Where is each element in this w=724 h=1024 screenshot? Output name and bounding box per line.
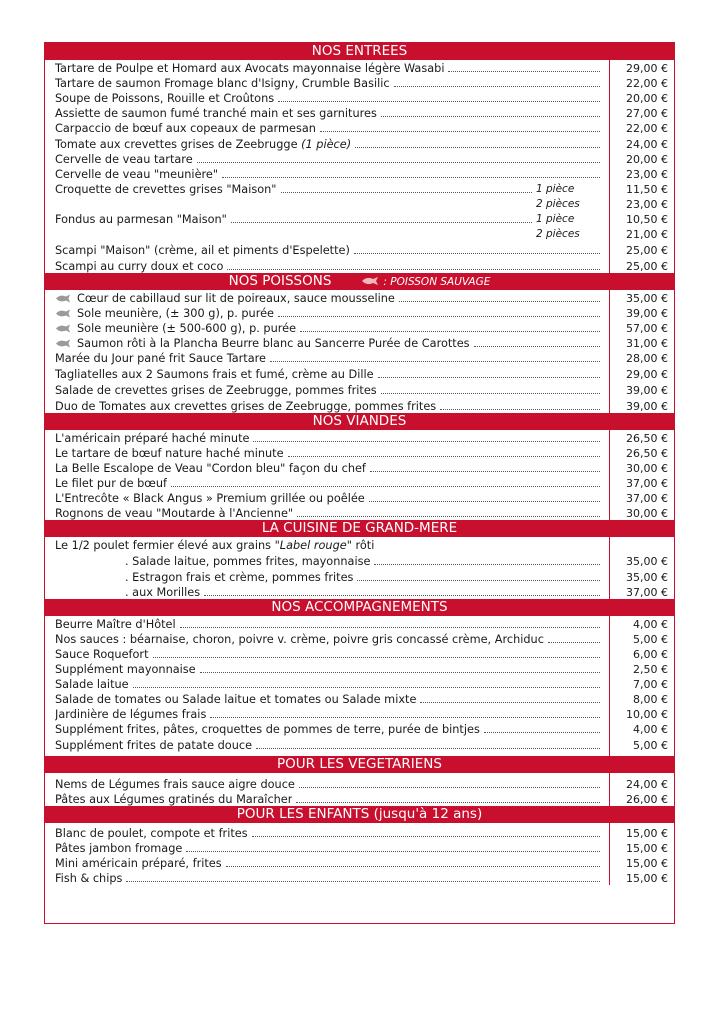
item-price: 29,00 € — [626, 368, 668, 381]
section-grand-mere — [45, 537, 674, 599]
item-name: Nos sauces : béarnaise, choron, poivre v. crème, poivre gris concassé crème, Archiduc — [55, 633, 544, 646]
leader-dots — [300, 331, 600, 332]
leader-dots — [381, 116, 600, 117]
leader-dots — [394, 86, 600, 87]
item-price: 39,00 € — [626, 384, 668, 397]
menu-item — [45, 855, 674, 870]
leader-dots — [278, 101, 600, 102]
item-name: . aux Morilles — [125, 586, 201, 599]
item-price: 24,00 € — [626, 138, 668, 151]
leader-dots — [399, 301, 600, 302]
item-name: L'américain préparé haché minute — [55, 432, 250, 445]
item-name — [55, 138, 351, 151]
item-price: 29,00 € — [626, 62, 668, 75]
item-name: Tartare de Poulpe et Homard aux Avocats mayonnaise légère Wasabi — [55, 62, 445, 75]
menu-item-variant — [45, 226, 674, 241]
section-header-grand-mere — [45, 520, 674, 537]
item-price: 31,00 € — [626, 337, 668, 350]
item-price: 5,00 € — [633, 633, 668, 646]
menu-item — [45, 290, 674, 305]
menu-item — [45, 721, 674, 736]
menu-item — [45, 706, 674, 721]
section-title: LA CUISINE DE GRAND-MERE — [261, 520, 458, 536]
section-enfants — [45, 823, 674, 885]
menu-item — [45, 105, 674, 120]
leader-dots — [210, 717, 600, 718]
menu-item — [45, 505, 674, 520]
item-name: Le filet pur de bœuf — [55, 477, 168, 490]
menu-item — [45, 584, 674, 599]
menu-item — [45, 211, 674, 226]
item-name — [55, 307, 274, 320]
item-price: 57,00 € — [626, 322, 668, 335]
item-quantity: 1 pièce — [536, 183, 575, 195]
leader-dots — [484, 732, 600, 733]
item-price: 30,00 € — [626, 507, 668, 520]
leader-dots — [299, 787, 600, 788]
leader-dots — [381, 393, 600, 394]
item-name: Pâtes aux Légumes gratinés du Maraîcher — [55, 793, 293, 806]
item-price: 37,00 € — [626, 477, 668, 490]
item-price: 21,00 € — [626, 228, 668, 241]
leader-dots — [222, 177, 600, 178]
menu-item — [45, 181, 674, 196]
item-price: 26,00 € — [626, 793, 668, 806]
menu-item — [45, 490, 674, 505]
item-name: Mini américain préparé, frites — [55, 857, 222, 870]
leader-dots — [180, 627, 600, 628]
leader-dots — [186, 851, 600, 852]
item-price: 39,00 € — [626, 400, 668, 413]
item-name: Fondus au parmesan "Maison" — [55, 213, 227, 226]
item-price: 20,00 € — [626, 92, 668, 105]
item-price: 10,00 € — [626, 708, 668, 721]
leader-dots — [548, 642, 600, 643]
menu-item — [45, 661, 674, 676]
item-price: 39,00 € — [626, 307, 668, 320]
menu-item — [45, 430, 674, 445]
leader-dots — [474, 346, 600, 347]
item-price: 2,50 € — [633, 663, 668, 676]
item-name: La Belle Escalope de Veau "Cordon bleu" façon du chef — [55, 462, 366, 475]
leader-dots — [440, 409, 600, 410]
menu-item-variant — [45, 196, 674, 211]
section-vegetariens — [45, 773, 674, 806]
fish-icon — [55, 339, 71, 348]
leader-dots — [288, 456, 600, 457]
item-price: 30,00 € — [626, 462, 668, 475]
item-name: Croquette de crevettes grises "Maison" — [55, 183, 277, 196]
item-price: 23,00 € — [626, 198, 668, 211]
item-name — [55, 337, 470, 350]
section-title: NOS VIANDES — [312, 413, 407, 429]
item-name — [55, 292, 395, 305]
item-price: 28,00 € — [626, 352, 668, 365]
item-name: Salade de tomates ou Salade laitue et tomates ou Salade mixte — [55, 693, 417, 706]
fish-icon — [55, 294, 71, 303]
item-name: Le tartare de bœuf nature haché minute — [55, 447, 284, 460]
item-price: 35,00 € — [626, 555, 668, 568]
section-title: NOS ACCOMPAGNEMENTS — [271, 599, 448, 615]
menu-item — [45, 397, 674, 413]
leader-dots — [231, 222, 532, 223]
item-name: Blanc de poulet, compote et frites — [55, 827, 248, 840]
section-title: NOS POISSONS — [228, 273, 332, 289]
item-name-note: (1 pièce) — [301, 138, 352, 151]
item-name: Rognons de veau "Moutarde à l'Ancienne" — [55, 507, 294, 520]
item-name-text: Sole meunière, (± 300 g), p. purée — [77, 307, 275, 320]
menu-item — [45, 676, 674, 691]
section-header-poissons — [45, 273, 674, 290]
item-name: Marée du Jour pané frit Sauce Tartare — [55, 352, 266, 365]
item-price: 35,00 € — [626, 571, 668, 584]
item-name: Cervelle de veau "meunière" — [55, 168, 219, 181]
leader-dots — [252, 836, 600, 837]
item-name: Salade de crevettes grises de Zeebrugge, pommes frites — [55, 384, 377, 397]
menu-item — [45, 646, 674, 661]
menu-item — [45, 241, 674, 257]
menu-item — [45, 791, 674, 806]
menu-item — [45, 151, 674, 166]
leader-dots — [378, 377, 600, 378]
menu-item — [45, 320, 674, 335]
section-header-enfants — [45, 806, 674, 823]
item-price: 4,00 € — [633, 618, 668, 631]
item-name-text: Sole meunière (± 500-600 g), p. purée — [77, 322, 297, 335]
section-accompagnements — [45, 616, 674, 756]
menu-item — [45, 135, 674, 151]
item-name: L'Entrecôte « Black Angus » Premium grillée ou poêlée — [55, 492, 365, 505]
item-name-text: Saumon rôti à la Plancha Beurre blanc au Sancerre Purée de Carottes — [77, 337, 470, 350]
item-quantity: 2 pièces — [536, 228, 580, 240]
item-price: 15,00 € — [626, 842, 668, 855]
item-quantity: 2 pièces — [536, 198, 580, 210]
section-entrees — [45, 60, 674, 273]
item-name: Supplément mayonnaise — [55, 663, 196, 676]
menu-item — [45, 691, 674, 706]
leader-dots — [197, 162, 600, 163]
leader-dots — [153, 657, 600, 658]
item-name: Assiette de saumon fumé tranché main et ses garnitures — [55, 107, 377, 120]
menu-item — [45, 335, 674, 350]
item-price: 6,00 € — [633, 648, 668, 661]
item-name: Fish & chips — [55, 872, 123, 885]
leader-dots — [126, 881, 600, 882]
leader-dots — [355, 147, 600, 148]
menu-item — [45, 257, 674, 273]
section-poissons — [45, 290, 674, 413]
leader-dots — [204, 595, 600, 596]
item-name: Duo de Tomates aux crevettes grises de Zeebrugge, pommes frites — [55, 400, 437, 413]
item-price: 8,00 € — [633, 693, 668, 706]
leader-dots — [278, 316, 600, 317]
item-price: 27,00 € — [626, 107, 668, 120]
item-name-text: Cœur de cabillaud sur lit de poireaux, sauce mousseline — [77, 292, 395, 305]
leader-dots — [374, 564, 600, 565]
item-price: 4,00 € — [633, 723, 668, 736]
menu-item — [45, 631, 674, 646]
menu-item — [45, 736, 674, 752]
section-header-viandes — [45, 413, 674, 430]
item-price: 7,00 € — [633, 678, 668, 691]
section-title: POUR LES ENFANTS (jusqu'à 12 ans) — [236, 806, 483, 822]
item-price: 5,00 € — [633, 739, 668, 752]
leader-dots — [256, 748, 600, 749]
leader-dots — [297, 516, 600, 517]
menu-item — [45, 75, 674, 90]
item-name: Soupe de Poissons, Rouille et Croûtons — [55, 92, 275, 105]
leader-dots — [171, 486, 600, 487]
menu-item — [45, 552, 674, 568]
item-price: 22,00 € — [626, 77, 668, 90]
item-name — [55, 322, 296, 335]
item-name: . Estragon frais et crème, pommes frites — [125, 571, 354, 584]
menu-item — [45, 825, 674, 840]
item-name: Supplément frites, pâtes, croquettes de pommes de terre, purée de bintjes — [55, 723, 480, 736]
leader-dots — [370, 471, 600, 472]
leader-dots — [253, 441, 600, 442]
item-price: 25,00 € — [626, 244, 668, 257]
leader-dots — [281, 192, 533, 193]
menu-card — [44, 42, 675, 924]
menu-item — [45, 365, 674, 381]
menu-item — [45, 776, 674, 791]
item-price: 35,00 € — [626, 292, 668, 305]
item-price: 37,00 € — [626, 492, 668, 505]
item-name-text: Tomate aux crevettes grises de Zeebrugge — [55, 138, 298, 151]
leader-dots — [357, 580, 600, 581]
item-price: 11,50 € — [626, 183, 668, 196]
item-name: . Salade laitue, pommes frites, mayonnaise — [125, 555, 371, 568]
item-name: Cervelle de veau tartare — [55, 153, 193, 166]
item-name: Carpaccio de bœuf aux copeaux de parmesan — [55, 122, 316, 135]
menu-item — [45, 475, 674, 490]
section-title: POUR LES VEGETARIENS — [277, 756, 442, 772]
item-price: 10,50 € — [626, 213, 668, 226]
item-price: 22,00 € — [626, 122, 668, 135]
menu-item — [45, 305, 674, 320]
menu-item — [45, 870, 674, 885]
section-header-entrees — [45, 43, 674, 60]
item-price: 15,00 € — [626, 857, 668, 870]
leader-dots — [133, 687, 600, 688]
fish-icon — [361, 276, 379, 286]
section-header-accompagnements — [45, 599, 674, 616]
fish-icon — [55, 324, 71, 333]
item-price: 15,00 € — [626, 827, 668, 840]
item-name: Supplément frites de patate douce — [55, 739, 253, 752]
leader-dots — [226, 866, 600, 867]
menu-item — [45, 381, 674, 397]
item-price: 24,00 € — [626, 778, 668, 791]
item-name: Nems de Légumes frais sauce aigre douce — [55, 778, 295, 791]
fish-icon — [55, 309, 71, 318]
leader-dots — [354, 253, 600, 254]
item-name: Tartare de saumon Fromage blanc d'Isigny, Crumble Basilic — [55, 77, 390, 90]
item-name: Scampi "Maison" (crème, ail et piments d'Espelette) — [55, 244, 350, 257]
section-note: : POISSON SAUVAGE — [383, 276, 491, 288]
item-price: 20,00 € — [626, 153, 668, 166]
menu-item — [45, 445, 674, 460]
item-price: 26,50 € — [626, 432, 668, 445]
item-price: 26,50 € — [626, 447, 668, 460]
item-name: Le 1/2 poulet fermier élevé aux grains "Label rouge" rôti — [55, 539, 375, 552]
item-name: Pâtes jambon fromage — [55, 842, 183, 855]
menu-item — [45, 120, 674, 135]
item-name: Tagliatelles aux 2 Saumons frais et fumé, crème au Dille — [55, 368, 374, 381]
item-price: 25,00 € — [626, 260, 668, 273]
menu-item — [45, 350, 674, 365]
item-price: 23,00 € — [626, 168, 668, 181]
item-name: Jardinière de légumes frais — [55, 708, 207, 721]
menu-item — [45, 166, 674, 181]
section-viandes — [45, 430, 674, 520]
item-quantity: 1 pièce — [536, 213, 575, 225]
leader-dots — [369, 501, 600, 502]
menu-item-intro — [45, 537, 674, 552]
leader-dots — [270, 361, 600, 362]
item-name: Scampi au curry doux et coco — [55, 260, 224, 273]
leader-dots — [420, 702, 600, 703]
menu-item — [45, 616, 674, 631]
item-price: 37,00 € — [626, 586, 668, 599]
menu-item — [45, 840, 674, 855]
leader-dots — [296, 802, 600, 803]
menu-item — [45, 460, 674, 475]
leader-dots — [227, 269, 600, 270]
section-title: NOS ENTREES — [311, 43, 408, 59]
item-name: Salade laitue — [55, 678, 129, 691]
item-price: 15,00 € — [626, 872, 668, 885]
menu-item — [45, 568, 674, 584]
leader-dots — [448, 71, 600, 72]
leader-dots — [320, 131, 600, 132]
section-header-vegetariens — [45, 756, 674, 773]
leader-dots — [200, 672, 600, 673]
item-name: Beurre Maître d'Hôtel — [55, 618, 176, 631]
menu-item — [45, 60, 674, 75]
item-name: Sauce Roquefort — [55, 648, 149, 661]
menu-item — [45, 90, 674, 105]
